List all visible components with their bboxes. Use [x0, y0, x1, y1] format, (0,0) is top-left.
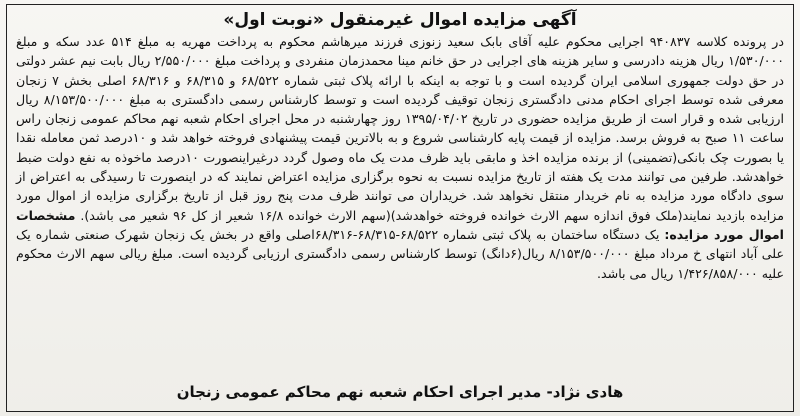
notice-paragraph-2: یک دستگاه ساختمان به پلاک ثبتی شماره ۶۸/۵۲۲-۶۸/۳۱۵-۶۸/۳۱۶اصلی واقع در بخش یک زنجان شهرک صنعتی شماره یک علی آباد انتهای خ مرداد مبلغ ۸/۱۵۳/۵۰۰/۰۰۰ ریال(۶دانگ) توسط کارشناس رسمی دادگستری ارزیابی گردیده است. مبلغ ریالی سهم الارث محکوم علیه ۱/۴۲۶/۸۵۸/۰۰۰ ریال می باشد. [16, 226, 784, 281]
notice-signature: هادی نژاد- مدیر اجرای احکام شعبه نهم محاکم عمومی زنجان [176, 383, 624, 401]
notice-border [6, 4, 794, 412]
spec-heading: مشخصات اموال مورد مزایده: [16, 207, 784, 242]
notice-paragraph-1: در پرونده کلاسه ۹۴۰۸۳۷ اجرایی محکوم علیه آقای بابک سعید زنوزی فرزند میرهاشم محکوم به پرداخت مهریه به مبلغ ۵۱۴ عدد سکه و مبلغ ۱/۵۳۰/۰۰۰ ریال هزینه دادرسی و سایر هزینه های اجرایی در حق خانم مینا محمدزمان منفردی و پرداخت مبلغ ۲/۵۵۰/۰۰۰ ریال بابت نیم عشر دولتی در حق دولت جمهوری اسلامی ایران گردیده است و با توجه به اینکه با ارائه پلاک ثبتی شماره ۶۸/۵۲۲ و ۶۸/۳۱۵ و ۶۸/۳۱۶ اصلی بخش ۷ زنجان معرفی شده توسط اجرای احکام مدنی دادگستری زنجان توقیف گردیده است و توسط کارشناس رسمی دادگستری به مبلغ ۸/۱۵۳/۵۰۰/۰۰۰ ریال ارزیابی شده و قرار است از طریق مزایده حضوری در تاریخ ۱۳۹۵/۰۴/۰۲ روز چهارشنبه در محل اجرای احکام شعبه نهم محاکم عمومی زنجان راس ساعت ۱۱ صبح به فروش برسد. مزایده از قیمت پایه کارشناسی شروع و به بالاترین قیمت پیشنهادی فروخته خواهد شد و ۱۰درصد ثمن معامله نقدا یا بصورت چک بانکی(تضمینی) از برنده مزایده اخذ و مابقی باید ظرف مدت یک ماه وصول گردد درغیراینصورت ۱۰درصد ماخوذه به نفع دولت ضبط خواهدشد. طرفین می توانند مدت یک هفته از تاریخ مزایده نسبت به نحوه برگزاری مزایده اعتراض نمایند که در اینصورت تا رسیدگی به اعتراض از سوی دادگاه مورد مزایده به نام خریدار منتقل نخواهد شد. خریداران می توانند ظرف مدت پنج روز قبل از تاریخ برگزاری مزایده از اموال مورد مزایده بازدید نمایند(ملک فوق اندازه سهم الارث خوانده فروخته خواهدشد)(سهم الارث خوانده ۱۶/۸ شعیر از کل ۹۶ شعیر می باشد). [16, 34, 785, 223]
notice-title: آگهی مزایده اموال غیرمنقول «نوبت اول» [223, 10, 577, 30]
